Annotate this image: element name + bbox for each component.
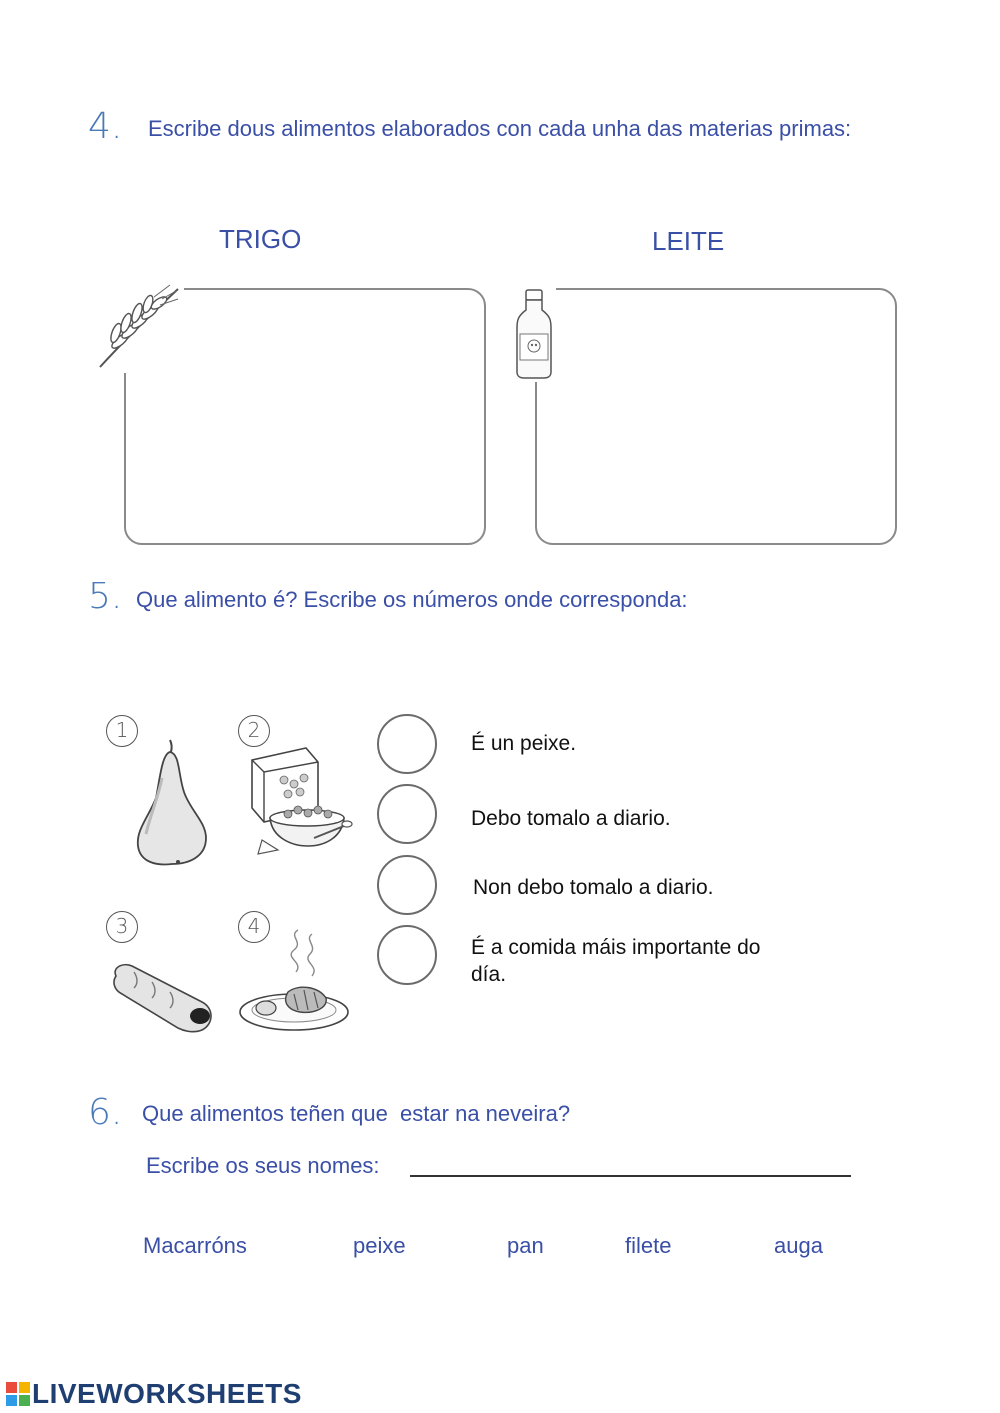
answer-circle-4[interactable] xyxy=(377,925,437,985)
word-auga[interactable]: auga xyxy=(774,1233,823,1258)
wheat-icon xyxy=(92,283,184,373)
picture-number-3: 3 xyxy=(106,911,138,943)
answer-circle-1[interactable] xyxy=(377,714,437,774)
cereal-icon xyxy=(244,740,356,864)
label-trigo: TRIGO xyxy=(219,224,302,254)
liveworksheets-logo-icon xyxy=(6,1382,30,1406)
leite-answer-box[interactable] xyxy=(535,288,897,545)
statement-4: É a comida máis importante do día. xyxy=(471,936,761,986)
answer-line[interactable] xyxy=(410,1175,851,1177)
statement-1: É un peixe. xyxy=(471,732,577,755)
picture-number-2: 2 xyxy=(238,715,270,747)
answer-circle-3[interactable] xyxy=(377,855,437,915)
pear-icon xyxy=(132,738,212,868)
question-5-text: Que alimento é? Escribe os números onde corresponda: xyxy=(136,587,688,612)
bread-icon xyxy=(108,958,220,1038)
liveworksheets-brand: LIVEWORKSHEETS xyxy=(32,1378,302,1409)
statement-2: Debo tomalo a diario. xyxy=(471,807,671,830)
question-6-text: Que alimentos teñen que estar na neveira? xyxy=(142,1101,571,1126)
question-6-prompt: Escribe os seus nomes: xyxy=(146,1153,380,1178)
picture-number-4: 4 xyxy=(238,911,270,943)
word-peixe[interactable]: peixe xyxy=(353,1233,406,1258)
label-leite: LEITE xyxy=(652,226,725,256)
word-filete[interactable]: filete xyxy=(625,1233,672,1258)
word-macarrons[interactable]: Macarróns xyxy=(143,1233,247,1258)
picture-number-1: 1 xyxy=(106,715,138,747)
milk-bottle-icon xyxy=(512,288,556,382)
meal-plate-icon xyxy=(238,926,352,1034)
answer-circle-2[interactable] xyxy=(377,784,437,844)
question-5-number: 5. xyxy=(88,576,123,617)
question-4-text: Escribe dous alimentos elaborados con cada unha das materias primas: xyxy=(148,116,852,141)
statement-3: Non debo tomalo a diario. xyxy=(473,876,714,899)
word-pan[interactable]: pan xyxy=(507,1233,544,1258)
question-4-number: 4. xyxy=(88,106,123,147)
question-6-number: 6. xyxy=(88,1092,123,1133)
